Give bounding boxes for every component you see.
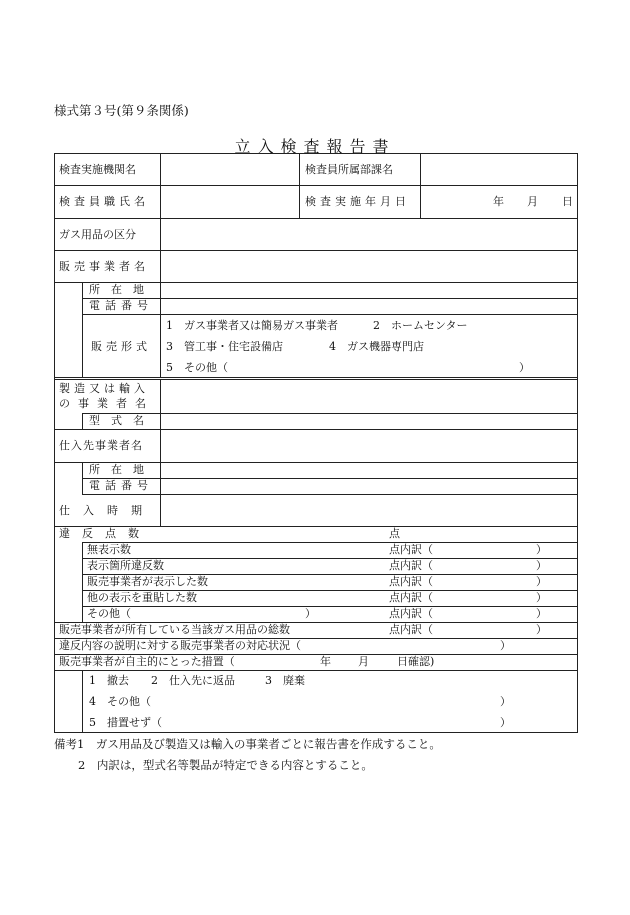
- sales-form-label: 販売形式: [91, 340, 151, 353]
- col-divider: [160, 380, 161, 526]
- row-divider: [55, 185, 577, 186]
- close-paren: ）: [305, 607, 316, 620]
- close-paren: ）: [536, 559, 547, 572]
- points-unit: 点: [389, 527, 400, 540]
- maker-label-line1: 製造又は輸入: [59, 382, 149, 395]
- supplier-name-label: 仕入先事業者名: [59, 439, 143, 452]
- breakdown-prefix: 点内訳（: [389, 623, 433, 636]
- measure-option-none: 5 措置せず（: [89, 716, 162, 729]
- indent-divider: [82, 542, 83, 622]
- remark-note-1: 備考1 ガス用品及び製造又は輸入の事業者ごとに報告書を作成すること。: [54, 737, 441, 751]
- measures-label: 販売事業者が自主的にとった措置（: [59, 655, 235, 668]
- col-divider: [160, 154, 161, 378]
- report-form-table: [54, 153, 578, 733]
- measure-option-remove: 1 撤去: [89, 674, 129, 687]
- close-paren: ）: [536, 591, 547, 604]
- measures-month-label: 月: [358, 655, 369, 668]
- measures-confirm-label: 日確認): [397, 655, 435, 668]
- purchase-period-label: 仕入時期: [59, 504, 155, 517]
- col-divider: [420, 154, 421, 218]
- close-paren: ）: [519, 361, 530, 374]
- row-divider: [82, 298, 577, 299]
- maker-label-line2: の事業者名: [59, 397, 154, 410]
- close-paren: ）: [536, 607, 547, 620]
- seller-address-label: 所在地: [89, 283, 155, 296]
- sales-form-option-4: 4 ガス機器専門店: [329, 340, 424, 353]
- inspector-name-label: 検査員職氏名: [59, 195, 149, 208]
- form-reference: 様式第３号(第９条関係): [54, 103, 189, 118]
- sales-form-option-5: 5 その他（: [166, 361, 228, 374]
- row-divider: [82, 314, 577, 315]
- violation-item-overlaid: 他の表示を重貼した数: [87, 591, 197, 604]
- response-status-label: 違反内容の説明に対する販売事業者の対応状況（: [59, 639, 301, 652]
- indent-divider: [82, 413, 83, 429]
- model-label: 型式名: [89, 414, 155, 427]
- breakdown-prefix: 点内訳（: [389, 575, 433, 588]
- breakdown-prefix: 点内訳（: [389, 559, 433, 572]
- agency-label: 検査実施機関名: [59, 163, 136, 176]
- col-divider: [299, 154, 300, 218]
- measure-option-dispose: 3 廃棄: [265, 674, 305, 687]
- date-day-label: 日: [562, 195, 573, 208]
- violation-item-seller-labeled: 販売事業者が表示した数: [87, 575, 208, 588]
- row-divider: [55, 670, 577, 671]
- row-divider: [55, 429, 577, 430]
- product-category-label: ガス用品の区分: [59, 228, 136, 241]
- indent-divider: [82, 282, 83, 378]
- page-title: 立入検査報告書: [234, 137, 396, 156]
- sales-form-option-2: 2 ホームセンター: [373, 319, 468, 332]
- measures-year-label: 年: [320, 655, 331, 668]
- date-month-label: 月: [527, 195, 538, 208]
- supplier-phone-label: 電話番号: [89, 479, 153, 492]
- row-divider: [82, 606, 577, 607]
- violation-item-position: 表示箇所違反数: [87, 559, 164, 572]
- row-divider: [82, 494, 577, 495]
- row-divider: [55, 250, 577, 251]
- section-double-rule: [55, 377, 577, 380]
- close-paren: ）: [500, 639, 511, 652]
- violation-count-label: 違反点数: [59, 527, 151, 540]
- indent-divider: [82, 670, 83, 733]
- breakdown-prefix: 点内訳（: [389, 543, 433, 556]
- close-paren: ）: [500, 695, 511, 708]
- row-divider: [82, 542, 577, 543]
- violation-item-no-label: 無表示数: [87, 543, 131, 556]
- indent-divider: [82, 462, 83, 494]
- close-paren: ）: [536, 623, 547, 636]
- seller-phone-label: 電話番号: [89, 299, 153, 312]
- remark-note-2: 2 内訳は，型式名等製品が特定できる内容とすること。: [78, 758, 373, 772]
- sales-form-option-3: 3 管工事・住宅設備店: [166, 340, 283, 353]
- total-owned-label: 販売事業者が所有している当該ガス用品の総数: [59, 623, 290, 636]
- close-paren: ）: [500, 716, 511, 729]
- violation-item-other: その他（: [87, 607, 131, 620]
- seller-name-label: 販売事業者名: [59, 260, 149, 273]
- measure-option-other: 4 その他（: [89, 695, 151, 708]
- row-divider: [82, 413, 577, 414]
- sales-form-option-1: 1 ガス事業者又は簡易ガス事業者: [166, 319, 338, 332]
- dept-label: 検査員所属部課名: [305, 163, 393, 176]
- breakdown-prefix: 点内訳（: [389, 591, 433, 604]
- row-divider: [82, 478, 577, 479]
- close-paren: ）: [536, 543, 547, 556]
- breakdown-prefix: 点内訳（: [389, 607, 433, 620]
- inspection-date-label: 検査実施年月日: [305, 195, 410, 208]
- measure-option-return: 2 仕入先に返品: [151, 674, 235, 687]
- date-year-label: 年: [493, 195, 504, 208]
- close-paren: ）: [536, 575, 547, 588]
- row-divider: [55, 218, 577, 219]
- supplier-address-label: 所在地: [89, 463, 155, 476]
